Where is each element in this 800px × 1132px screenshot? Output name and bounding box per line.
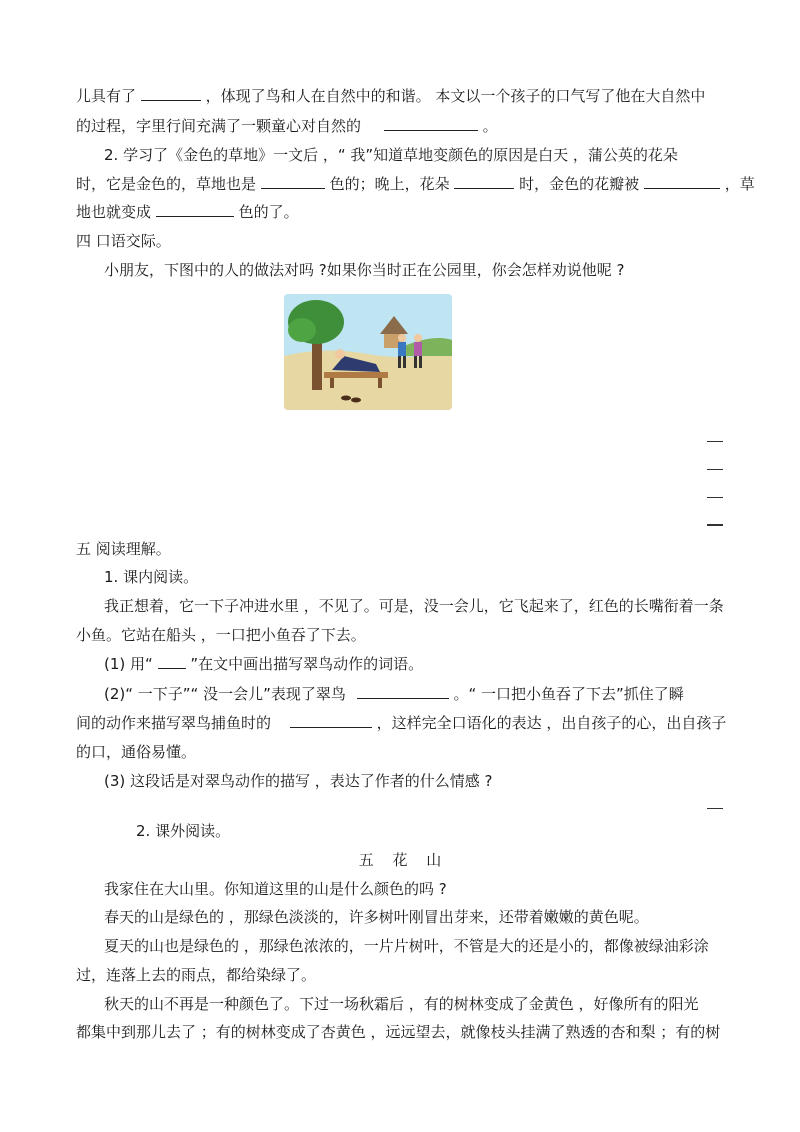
answer-line[interactable] xyxy=(707,497,723,498)
passage-text: 我正想着，它一下子冲进水里 ，不见了。可是，没一会儿，它飞起来了，红色的长嘴衔着一条 xyxy=(104,597,724,615)
text: 时，它是金色的，草地也是 xyxy=(76,175,257,193)
text: ，体现了鸟和人在自然中的和谐。 本文以一个孩子的口气写了他在大自然中 xyxy=(205,87,706,105)
answer-blank[interactable] xyxy=(156,202,234,217)
question-3: (3) 这段话是对翠鸟动作的描写 ，表达了作者的什么情感 ? xyxy=(104,772,493,790)
passage-text: 都集中到那儿去了 ；有的树林变成了杏黄色 ，远远望去，就像枝头挂满了熟透的杏和梨 ；有的树 xyxy=(76,1023,721,1041)
answer-blank[interactable] xyxy=(290,713,372,728)
text: (2)“ 一下子”“ 没一会儿”表现了翠鸟 xyxy=(104,685,346,703)
prompt-text: 小朋友，下图中的人的做法对吗 ?如果你当时正在公园里，你会怎样劝说他呢 ? xyxy=(104,261,625,279)
text: ”在文中画出描写翠鸟动作的词语。 xyxy=(190,655,424,673)
text: 间的动作来描写翠鸟捕鱼时的 xyxy=(76,714,272,732)
question-2-line: 2. 学习了《金色的草地》一文后 ，“ 我”知道草地变颜色的原因是白天 ，蒲公英的花朵 xyxy=(104,146,678,164)
section-heading: 五 阅读理解。 xyxy=(76,540,171,558)
passage-title: 五 花 山 xyxy=(358,851,442,869)
answer-line[interactable] xyxy=(707,524,723,526)
text: ，草 xyxy=(724,175,755,193)
passage-text: 夏天的山也是绿色的 ，那绿色浓浓的，一片片树叶，不管是大的还是小的，都像被绿油彩涂 xyxy=(104,937,709,955)
question-2 xyxy=(104,684,684,704)
passage-text: 小鱼。它站在船头 ，一口把小鱼吞了下去。 xyxy=(76,626,366,644)
passage-text: 过，连落上去的雨点，都给染绿了。 xyxy=(76,966,317,984)
text-line xyxy=(76,202,299,222)
text: 地也就变成 xyxy=(76,203,152,221)
text: (1) 用“ xyxy=(104,655,153,673)
subsection-label: 1. 课内阅读。 xyxy=(104,568,199,586)
text: ，这样完全口语化的表达 ，出自孩子的心，出自孩子 xyxy=(376,714,727,732)
text: 色的；晚上，花朵 xyxy=(329,175,450,193)
subsection-label: 2. 课外阅读。 xyxy=(136,822,231,840)
answer-blank[interactable] xyxy=(454,174,514,189)
text-line xyxy=(76,174,755,194)
text: 儿具有了 xyxy=(76,87,137,105)
answer-blank[interactable] xyxy=(384,116,478,131)
answer-blank[interactable] xyxy=(261,174,325,189)
section-heading: 四 口语交际。 xyxy=(76,232,171,250)
passage-text: 我家住在大山里。你知道这里的山是什么颜色的吗 ? xyxy=(104,880,447,898)
passage-text: 春天的山是绿色的 ，那绿色淡淡的，许多树叶刚冒出芽来，还带着嫩嫩的黄色呢。 xyxy=(104,908,649,926)
text-line xyxy=(76,86,705,106)
answer-blank[interactable] xyxy=(357,684,449,699)
text: 。“ 一口把小鱼吞了下去”抓住了瞬 xyxy=(453,685,684,703)
answer-line[interactable] xyxy=(707,441,723,442)
text: 。 xyxy=(482,117,498,135)
text: 的过程，字里行间充满了一颗童心对自然的 xyxy=(76,117,362,135)
underline-sample xyxy=(158,654,186,669)
question-1 xyxy=(104,654,423,674)
text: 色的了。 xyxy=(238,203,299,221)
text-line: 的口，通俗易懂。 xyxy=(76,743,197,761)
text-line xyxy=(76,713,726,733)
text: 时，金色的花瓣被 xyxy=(519,175,640,193)
answer-blank[interactable] xyxy=(644,174,720,189)
answer-line[interactable] xyxy=(707,469,723,470)
illustration-park-bench xyxy=(284,294,452,410)
text-line xyxy=(76,116,498,136)
passage-text: 秋天的山不再是一种颜色了。下过一场秋霜后 ，有的树林变成了金黄色 ，好像所有的阳光 xyxy=(104,995,699,1013)
answer-line[interactable] xyxy=(707,808,723,809)
answer-blank[interactable] xyxy=(141,86,201,101)
